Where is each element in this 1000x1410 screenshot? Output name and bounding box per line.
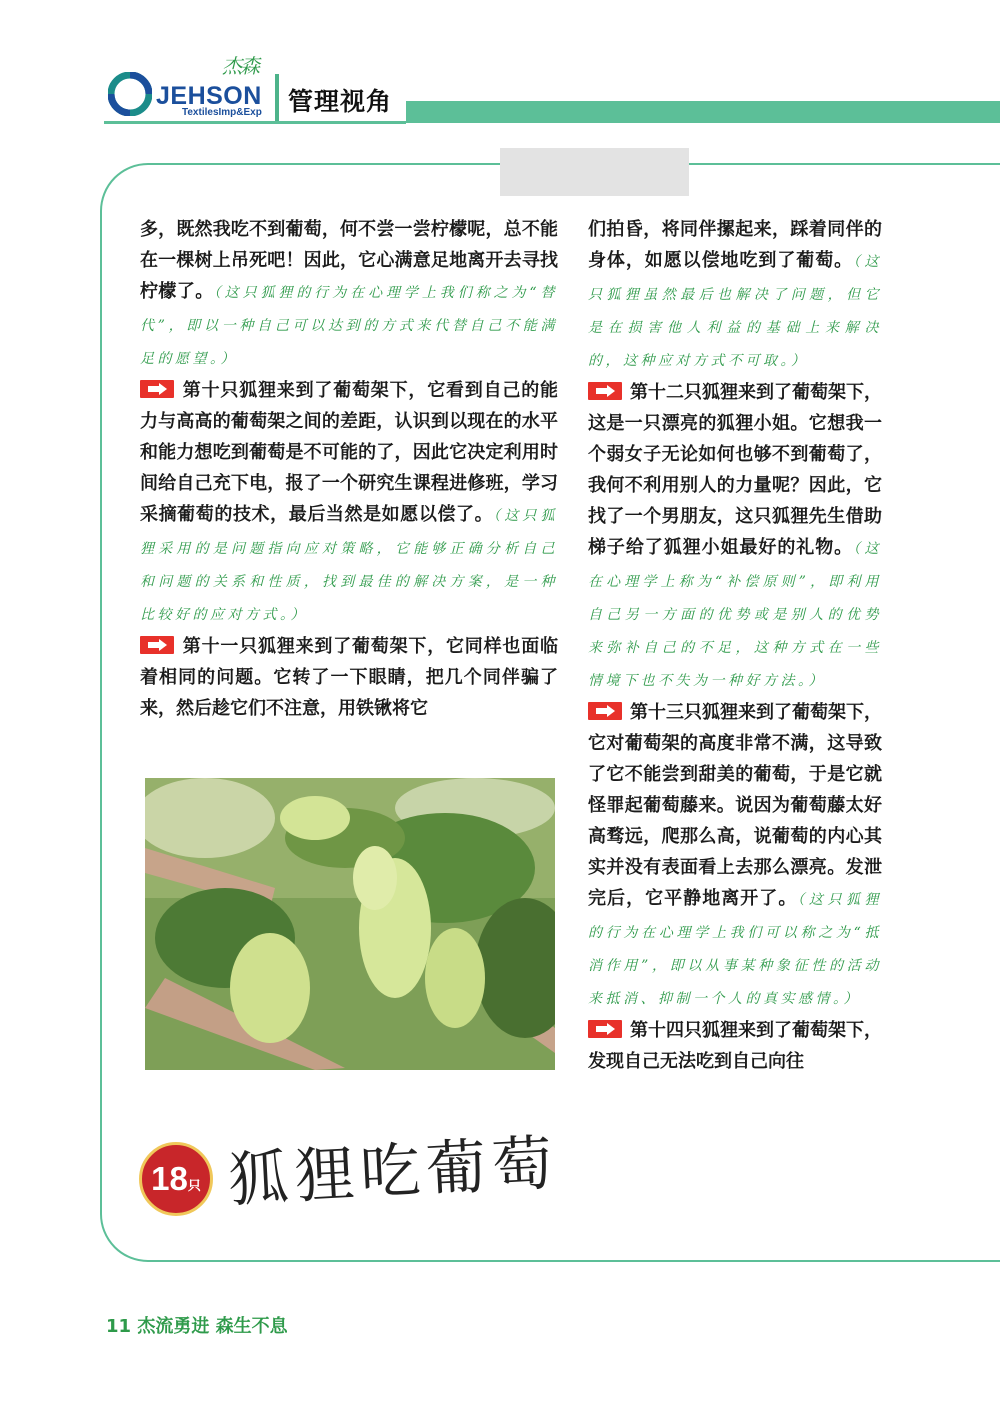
jehson-logo-icon [108, 72, 152, 116]
right-paragraph-1 [588, 214, 882, 377]
left-column [140, 214, 558, 724]
left-paragraph-1 [140, 214, 558, 375]
header-underline [104, 121, 406, 124]
right-column [588, 214, 882, 1077]
psychology-note: （这只狐狸的行为在心理学上我们可以称之为“抵消作用”，即以从事某种象征性的活动来抵消、抑制一个人的真实感情。） [588, 892, 883, 1007]
grape-photo [145, 778, 555, 1070]
brand-name: JEHSON [156, 82, 262, 110]
header-separator [275, 74, 279, 122]
left-paragraph-3 [140, 631, 558, 724]
right-paragraph-4 [588, 1015, 882, 1077]
psychology-note: （这只狐狸虽然最后也解决了问题，但它是在损害他人利益的基础上来解决的，这种应对方式不可取。） [588, 254, 883, 369]
body-text: 第十二只狐狸来到了葡萄架下，这是一只漂亮的狐狸小姐。它想我一个弱女子无论如何也够不到葡萄了，我何不利用别人的力量呢？因此，它找了一个男朋友，这只狐狸先生借助梯子给了狐狸小姐最好的礼物。 [588, 382, 882, 558]
body-text: 第十三只狐狸来到了葡萄架下，它对葡萄架的高度非常不满，这导致了它不能尝到甜美的葡萄，于是它就怪罪起葡萄藤来。说因为葡萄藤太好高骛远，爬那么高，说葡萄的内心其实并没有表面看上去那么漂亮。发泄完后，它平静地离开了。 [588, 702, 882, 909]
arrow-icon [140, 380, 174, 398]
fox-count-badge [139, 1142, 213, 1216]
page-footer [106, 1312, 288, 1338]
badge-number: 18 [151, 1160, 188, 1197]
right-paragraph-3 [588, 697, 882, 1015]
badge-unit: 只 [187, 1178, 201, 1193]
footer-slogan: 杰流勇进 森生不息 [137, 1316, 288, 1337]
body-text: 们拍昏，将同伴摞起来，踩着同伴的身体，如愿以偿地吃到了葡萄。 [588, 219, 882, 271]
body-text: 第十一只狐狸来到了葡萄架下，它同样也面临着相同的问题。它转了一下眼睛，把几个同伴骗了来，然后趁它们不注意，用铁锹将它 [140, 636, 558, 719]
body-text: 第十只狐狸来到了葡萄架下，它看到自己的能力与高高的葡萄架之间的差距，认识到以现在的水平和能力想吃到葡萄是不可能的了，因此它决定利用时间给自己充下电，报了一个研究生课程进修班，学习采摘葡萄的技术，最后当然是如愿以偿了。 [140, 380, 558, 525]
brand-chinese-name: 杰森 [222, 54, 258, 78]
header-band [406, 101, 1000, 123]
arrow-icon [140, 636, 174, 654]
right-paragraph-2 [588, 377, 882, 697]
psychology-note: （这只狐狸的行为在心理学上我们称之为“替代”，即以一种自己可以达到的方式来代替自己不能满足的愿望。） [140, 285, 559, 367]
body-text: 第十四只狐狸来到了葡萄架下，发现自己无法吃到自己向往 [588, 1020, 882, 1072]
section-title: 管理视角 [288, 87, 393, 116]
grape-image-icon [145, 778, 555, 1070]
arrow-icon [588, 382, 622, 400]
article-title: 狐狸吃葡萄 [226, 1128, 560, 1216]
page-number: 11 [106, 1316, 132, 1337]
left-paragraph-2 [140, 375, 558, 631]
brand-subtitle: TextilesImp&Exp [182, 107, 262, 118]
grey-tab [500, 148, 689, 196]
psychology-note: （这只狐狸采用的是问题指向应对策略，它能够正确分析自己和问题的关系和性质，找到最佳的解决方案，是一种比较好的应对方式。） [140, 508, 559, 623]
body-text: 多，既然我吃不到葡萄，何不尝一尝柠檬呢，总不能在一棵树上吊死吧！因此，它心满意足地离开去寻找柠檬了。 [140, 219, 558, 302]
arrow-icon [588, 702, 622, 720]
psychology-note: （这在心理学上称为“补偿原则”，即利用自己另一方面的优势或是别人的优势来弥补自己的不足，这种方式在一些情境下也不失为一种好方法。） [588, 541, 883, 689]
arrow-icon [588, 1020, 622, 1038]
